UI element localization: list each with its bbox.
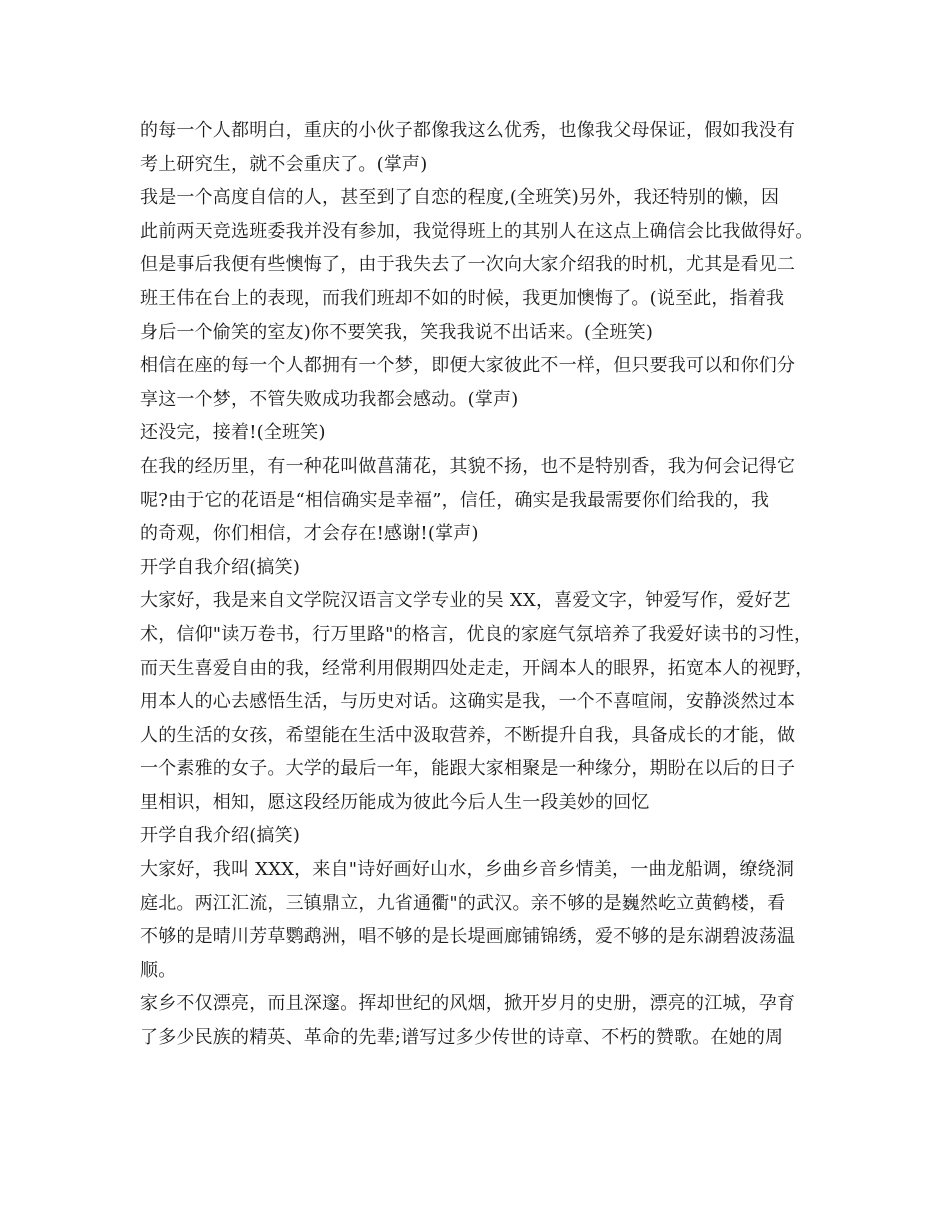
text-line: 术，信仰"读万卷书，行万里路"的格言，优良的家庭气氛培养了我爱好读书的习性， xyxy=(140,623,813,645)
text-line: 班王伟在台上的表现，而我们班却不如的时候，我更加懊悔了。(说至此，指着我 xyxy=(140,287,785,309)
text-line: 但是事后我便有些懊悔了，由于我失去了一次向大家介绍我的时机，尤其是看见二 xyxy=(140,254,796,276)
text-line: 里相识，相知，愿这段经历能成为彼此今后人生一段美妙的回忆 xyxy=(140,791,650,813)
document-body xyxy=(140,114,820,1055)
text-line: 庭北。两江汇流，三镇鼎立，九省通衢"的武汉。亲不够的是巍然屹立黄鹤楼，看 xyxy=(140,892,786,914)
section-heading: 开学自我介绍(搞笑) xyxy=(140,825,301,847)
text-line: 了多少民族的精英、革命的先辈;谱写过多少传世的诗章、不朽的赞歌。在她的周 xyxy=(140,1027,784,1049)
text-line: 享这一个梦，不管失败成功我都会感动。(掌声) xyxy=(140,388,519,410)
text-line: 相信在座的每一个人都拥有一个梦，即便大家彼此不一样，但只要我可以和你们分 xyxy=(140,355,796,377)
text-line: 用本人的心去感悟生活，与历史对话。这确实是我，一个不喜喧闹，安静淡然过本 xyxy=(140,691,796,713)
text-line: 的每一个人都明白，重庆的小伙子都像我这么优秀，也像我父母保证，假如我没有 xyxy=(140,120,796,141)
text-line: 而天生喜爱自由的我，经常利用假期四处走走，开阔本人的眼界，拓宽本人的视野， xyxy=(140,657,814,679)
text-line: 此前两天竞选班委我并没有参加，我觉得班上的其别人在这点上确信会比我做得好。 xyxy=(140,220,814,242)
text-line: 在我的经历里，有一种花叫做菖蒲花，其貌不扬，也不是特别香，我为何会记得它 xyxy=(140,455,796,477)
text-line: 人的生活的女孩，希望能在生活中汲取营养，不断提升自我，具备成长的才能，做 xyxy=(140,724,796,746)
text-line: 考上研究生，就不会重庆了。(掌声) xyxy=(140,153,428,175)
text-line: 还没完，接着!(全班笑) xyxy=(140,422,326,444)
text-line: 的奇观，你们相信，才会存在!感谢!(掌声) xyxy=(140,523,479,545)
text-line: 一个素雅的女子。大学的最后一年，能跟大家相聚是一种缘分，期盼在以后的日子 xyxy=(140,758,796,780)
text-line: 大家好，我是来自文学院汉语言文学专业的吴 XX，喜爱文字，钟爱写作，爱好艺 xyxy=(140,590,791,612)
text-line: 家乡不仅漂亮，而且深邃。挥却世纪的风烟，掀开岁月的史册，漂亮的江城，孕育 xyxy=(140,993,796,1015)
section-heading: 开学自我介绍(搞笑) xyxy=(140,556,301,578)
text-line: 呢?由于它的花语是“相信确实是幸福”，信任，确实是我最需要你们给我的，我 xyxy=(140,489,770,511)
text-line: 大家好，我叫 XXX，来自"诗好画好山水，乡曲乡音乡情美，一曲龙船调，缭绕洞 xyxy=(140,859,795,881)
text-line: 顺。 xyxy=(140,959,177,981)
text-line: 我是一个高度自信的人，甚至到了自恋的程度,(全班笑)另外，我还特别的懒，因 xyxy=(140,187,780,209)
text-line: 不够的是晴川芳草鹦鹉洲，唱不够的是长堤画廊铺锦绣，爱不够的是东湖碧波荡温 xyxy=(140,926,796,948)
text-line: 身后一个偷笑的室友)你不要笑我，笑我我说不出话来。(全班笑) xyxy=(140,321,654,343)
